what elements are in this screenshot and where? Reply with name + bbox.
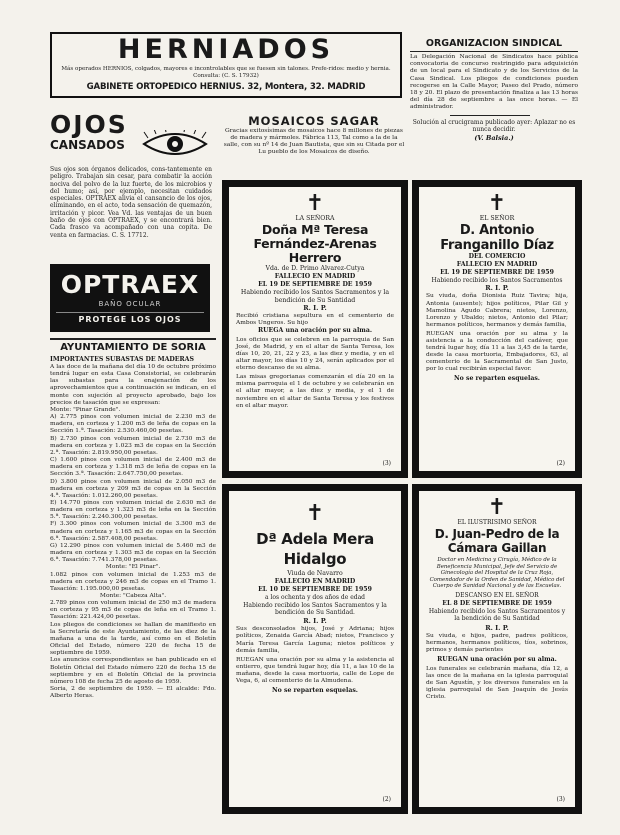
obit4-body2: Los funerales se celebrarán mañana, día 12, a las once de la mañana en la iglesia parroquial de San Agustín, y los diversos funerales en la iglesia parroquial de San Joaquín de Jesús Cristo. bbox=[426, 666, 568, 701]
obit3-fallecio: FALLECIO EN MADRID bbox=[274, 578, 356, 585]
obit1-sacramentos: Habiendo recibido los Santos Sacramentos y la bendición de Su Santidad bbox=[240, 289, 390, 304]
ojos-ad bbox=[50, 112, 212, 334]
obit2-no-reparte: No se reparten esquelas. bbox=[454, 375, 540, 383]
organizacion-firma: (V. Balsia.) bbox=[474, 133, 514, 142]
ayuntamiento-p7: F) 3.300 pinos con volumen inicial de 3.300 m3 de madera en corteza y 1.165 m3 de copas en la Sección 6.ª. Tasación: 2.587.408,00 pesetas. bbox=[50, 521, 216, 542]
organizacion-body: La Delegación Nacional de Sindicatos hace pública convocatoria de concurso restringido para adquisición de un local para el Sindicato y de los Servicios de la Casa Sindical. Los pliegos de condiciones pueden recogerse en la Calle Mayor, Paseo del Prado, número 18 y 20. El plazo de presentación finaliza a las 13 horas del día 28 de septiembre a las once horas. — El administrador. bbox=[410, 54, 578, 111]
obit1-num: (3) bbox=[382, 460, 391, 467]
mosaicos-title: MOSAICOS SAGAR bbox=[248, 114, 380, 128]
optraex-brand: OPTRAEX bbox=[60, 270, 200, 299]
obit2-body1: Su viuda, doña Dionisia Ruiz Tavira; hija, Antonia (ausente); hijos políticos, Pilar Gil y Mamolina Agudo Cabrera; nietos, Lorenzo, Lorenzo y Ubaldo; nietos, Antonio del Pilar; hermanos políticos, hermanos y demás familia, bbox=[426, 293, 568, 328]
ayuntamiento-p1: Monte: "Pinar Grande". bbox=[50, 406, 121, 413]
ayuntamiento-p14: Los anuncios correspondientes se han publicado en el Boletín Oficial del Estado número 220 de fecha 15 de septiembre y en el Boletín Oficial de la provincia número 108 de fecha 25 de agosto de 1959. bbox=[50, 657, 216, 685]
obituary-franganillo bbox=[412, 180, 582, 478]
mosaicos-body: Gracias exitosísimas de mosaicos hace 8 millones de piezas de madera y mármoles. Fábrica 113, Tal como a la de la salle, con su nº 14 de Juan Bautista, que sin su Citada por el Lu pueblo de los Mosaicos de diseño. bbox=[223, 128, 405, 156]
organizacion-title: ORGANIZACION SINDICAL bbox=[425, 38, 563, 49]
obit1-fallecio: FALLECIO EN MADRID bbox=[274, 273, 356, 280]
obit1-name: Doña Mª Teresa Fernández-Arenas Herrero bbox=[253, 222, 377, 265]
obit2-fecha: EL 19 DE SEPTIEMBRE DE 1959 bbox=[440, 269, 554, 276]
ayuntamiento-p5: D) 3.800 pinos con volumen inicial de 2.050 m3 de madera en corteza y 209 m3 de copas en la Sección 4.ª. Tasación: 1.012.260,00 pesetas. bbox=[50, 478, 216, 499]
obituary-camara bbox=[412, 484, 582, 814]
obit4-num: (3) bbox=[556, 796, 565, 803]
obit4-body1: Su viuda, e hijos, padre, padres políticos, hermanos, hermanos políticos, tíos, sobrinos, primos y demás parientes bbox=[426, 632, 568, 653]
ayuntamiento-notice bbox=[50, 342, 216, 700]
ayuntamiento-p0: A las doce de la mañana del día 10 de octubre próximo tendrá lugar en esta Casa Consistorial, se celebrarán las subastas para la enajenación de los aprovechamientos que a continuación se indican, en el monte con sujeción al proyecto aprobado, bajo los precios de tasación que se expresan: bbox=[50, 364, 216, 406]
optraex-panel bbox=[50, 264, 210, 332]
obit3-num: (2) bbox=[382, 796, 391, 803]
obit1-body3: Las misas gregorianas comenzarán el día 20 en la misma parroquia el 1 de octubre y se celebrarán en el altar mayor, a las diez y media, y el 1 de noviembre en el altar de Santa Teresa y los festivos en el altar mayor. bbox=[236, 374, 394, 409]
ayuntamiento-p4: C) 1.600 pinos con volumen inicial de 2.400 m3 de madera en corteza y 1.318 m3 de leña de copas en la Sección 3.ª. Tasación: 2.647.750,00 pesetas. bbox=[50, 457, 216, 478]
obit1-ruega: RUEGA una oración por su alma. bbox=[257, 327, 373, 335]
obituary-adela bbox=[222, 484, 408, 814]
cross-icon: ✝ bbox=[305, 191, 325, 216]
optraex-tagline: BAÑO OCULAR bbox=[98, 300, 162, 308]
ayuntamiento-p9: Monte: "El Pinar". bbox=[105, 564, 161, 571]
obit4-titulos: Doctor en Medicina y Cirugía, Médico de la Beneficencia Municipal, Jefe del Servicio de Ginecología del Hospital de la Cruz Roja, Comendador de la Orden de Sanidad, Médico del Cuerpo de Sanidad Nacional y de las Escuelas. bbox=[429, 557, 565, 590]
obit3-ruega: RUEGAN una oración por su alma y la asistencia al entierro, que tendrá lugar hoy, día 11, a las 10 de la mañana, desde la casa mortuoria, calle de Lope de Vega, 6, al cementerio de la Almudena. bbox=[236, 656, 394, 684]
obit3-no-reparte: No se reparten esquelas. bbox=[272, 687, 358, 695]
ojos-body: Sus ojos son órganos delicados, cons-tantemente en peligro. Trabajan sin cesar, para combatir la acción nociva del polvo de la luz fuerte, de los microbios y del humo; así, por ejemplo, necesitan cuidados especiales. OPTRAEX alivia el cansancio de los ojos, eliminando, en el acto, toda sensación de quemazón, irritación y picor. Vea Vd. las ventajas de un buen baño de ojos con OPTRAEX, y se encontrará bien. Cada frasco va acompañado con una copita. De venta en farmacias. C. S. 17712. bbox=[50, 166, 212, 239]
obit2-rip: R. I. P. bbox=[485, 284, 509, 293]
obit4-intro: EL ILUSTRISIMO SEÑOR bbox=[457, 519, 537, 526]
hernia-address: GABINETE ORTOPEDICO HERNIUS. 32, Montera, 32. MADRID bbox=[86, 81, 366, 92]
organizacion-aviso: Solución al crucigrama publicado ayer: Aplazar no es nunca decidir. bbox=[412, 118, 576, 134]
obit2-name: D. Antonio Franganillo Díaz bbox=[440, 223, 554, 253]
hernia-body: Más operados HERNIOS, colgados, mayores e incontrolables que se fuesen sin talones. Prefe-ridos: medio y hernia. Consulta: (C. S. 17932) bbox=[61, 66, 391, 79]
ayuntamiento-heading: IMPORTANTES SUBASTAS DE MADERAS bbox=[50, 356, 194, 363]
ayuntamiento-title: AYUNTAMIENTO DE SORIA bbox=[60, 342, 206, 353]
obit2-sacramentos: Habiendo recibido los Santos Sacramentos bbox=[431, 277, 563, 284]
ayuntamiento-p8: G) 12.290 pinos con volumen inicial de 5.460 m3 de madera en corteza y 1.303 m3 de copas en la Sección 6.ª. Tasación: 7.741.378,00 pesetas. bbox=[50, 542, 216, 564]
obit3-edad: a los ochenta y dos años de edad bbox=[264, 594, 366, 601]
obit4-rip: R. I. P. bbox=[485, 623, 509, 632]
obit2-fallecio: FALLECIO EN MADRID bbox=[456, 261, 538, 268]
obit3-fecha: EL 10 DE SEPTIEMBRE DE 1959 bbox=[258, 586, 372, 593]
ayuntamiento-p10: 1.082 pinos con volumen inicial de 1.253 m3 de madera en corteza y 246 m3 de copas en el Tramo 1. Tasación: 1.195.000,00 pesetas. bbox=[50, 571, 216, 592]
hernia-ad bbox=[50, 32, 402, 98]
ojos-title-1: OJOS bbox=[50, 110, 128, 139]
cross-icon: ✝ bbox=[305, 501, 325, 526]
cross-icon: ✝ bbox=[487, 495, 507, 520]
obituary-teresa bbox=[222, 180, 408, 478]
obit3-name: Dª Adela Mera Hidalgo bbox=[256, 530, 374, 568]
obit3-body1: Sus desconsolados hijos, José y Adriana; hijos políticos, Zenaida García Abad; nietos, Francisco y María Teresa García Laguna; nietos políticos y demás familia, bbox=[236, 626, 394, 654]
obit4-name: D. Juan-Pedro de la Cámara Gaillan bbox=[434, 527, 560, 555]
ayuntamiento-p11: Monte: "Cabeza Alta". bbox=[99, 593, 167, 599]
obit1-intro: LA SEÑORA bbox=[295, 215, 335, 222]
mosaicos-ad bbox=[222, 114, 406, 156]
ayuntamiento-p13: Los pliegos de condiciones se hallan de manifiesto en la Secretaría de este Ayuntamiento, de las diez de la mañana a una de la tarde, así como en el Boletín Oficial del Estado, número 220 de fecha 15 de septiembre de 1959. bbox=[50, 621, 216, 657]
ayuntamiento-p15: Soria, 2 de septiembre de 1959. — El alcalde: Fdo. Alberto Heras. bbox=[50, 686, 216, 700]
ayuntamiento-p12: 2.789 pinos con volumen inicial de 250 m3 de madera en corteza y 95 m3 de copas de leña en el Tramo 1. Tasación: 221.424,00 pesetas. bbox=[50, 600, 216, 621]
obit4-fecha: EL 8 DE SEPTIEMBRE DE 1959 bbox=[442, 599, 552, 607]
cross-icon: ✝ bbox=[487, 191, 507, 216]
obit3-rip: R. I. P. bbox=[303, 617, 327, 626]
obit1-body1: Recibió cristiana sepultura en el cementerio de Ambos Ungeros. Su hijo bbox=[236, 313, 394, 327]
obit3-viuda: Viuda de Navarro bbox=[287, 570, 343, 577]
obit3-sacramentos: Habiendo recibido los Santos Sacramentos y la bendición de Su Santidad. bbox=[243, 601, 387, 616]
ayuntamiento-p6: E) 14.770 pinos con volumen inicial de 2.630 m3 de madera en corteza y 1.323 m3 de leña en la Sección 5.ª. Tasación: 2.240.300,00 pesetas. bbox=[50, 499, 216, 521]
obit4-descanso: DESCANSO EN EL SEÑOR bbox=[455, 591, 539, 599]
organizacion-sindical bbox=[410, 38, 578, 142]
obit2-num: (2) bbox=[556, 460, 565, 467]
optraex-protect: PROTEGE LOS OJOS bbox=[56, 312, 204, 327]
obit1-body2: Los oficios que se celebren en la parroquia de San José, de Madrid, y en el altar de Santa Teresa, los días 10, 20, 21, 22 y 23, a las diez y media, y en el altar mayor, los días 10 y 24, serán aplicados por el eterno descanso de su alma. bbox=[236, 336, 394, 372]
obit4-ruega: RUEGAN una oración por su alma. bbox=[437, 656, 557, 664]
obit1-viuda: Vda. de D. Primo Alvarez-Cutya bbox=[265, 265, 365, 272]
obit2-ruega: RUEGAN una oración por su alma y la asistencia a la conducción del cadáver, que tendrá lugar hoy, día 11 a las 3,45 de la tarde, desde la casa mortuoria, Embajadores, 63, al cementerio de la Sacramental de San Justo, por lo cual recibirán especial favor. bbox=[426, 330, 568, 373]
hernia-title: HERNIADOS bbox=[117, 34, 335, 65]
obit1-fecha: EL 19 DE SEPTIEMBRE DE 1959 bbox=[258, 281, 372, 288]
obit4-sacramentos: Habiendo recibido los Santos Sacramentos y la bendición de Su Santidad bbox=[428, 607, 566, 623]
ojos-title-2: CANSADOS bbox=[50, 138, 125, 152]
ayuntamiento-p2: A) 2.775 pinos con volumen inicial de 2.230 m3 de madera, en corteza y 1.200 m3 de leña de copas en la Sección 1.ª. Tasación: 2.530.460,00 pesetas. bbox=[50, 414, 216, 435]
obit2-intro: EL SEÑOR bbox=[479, 215, 515, 222]
ayuntamiento-p3: B) 2.730 pinos con volumen inicial de 2.730 m3 de madera en corteza y 1.023 m3 de copas en la Sección 2.ª. Tasación: 2.819.950,00 pesetas. bbox=[50, 435, 216, 456]
eye-icon bbox=[142, 130, 208, 158]
obit2-profesion: DEL COMERCIO bbox=[468, 253, 526, 260]
obit1-rip: R. I. P. bbox=[303, 304, 327, 312]
